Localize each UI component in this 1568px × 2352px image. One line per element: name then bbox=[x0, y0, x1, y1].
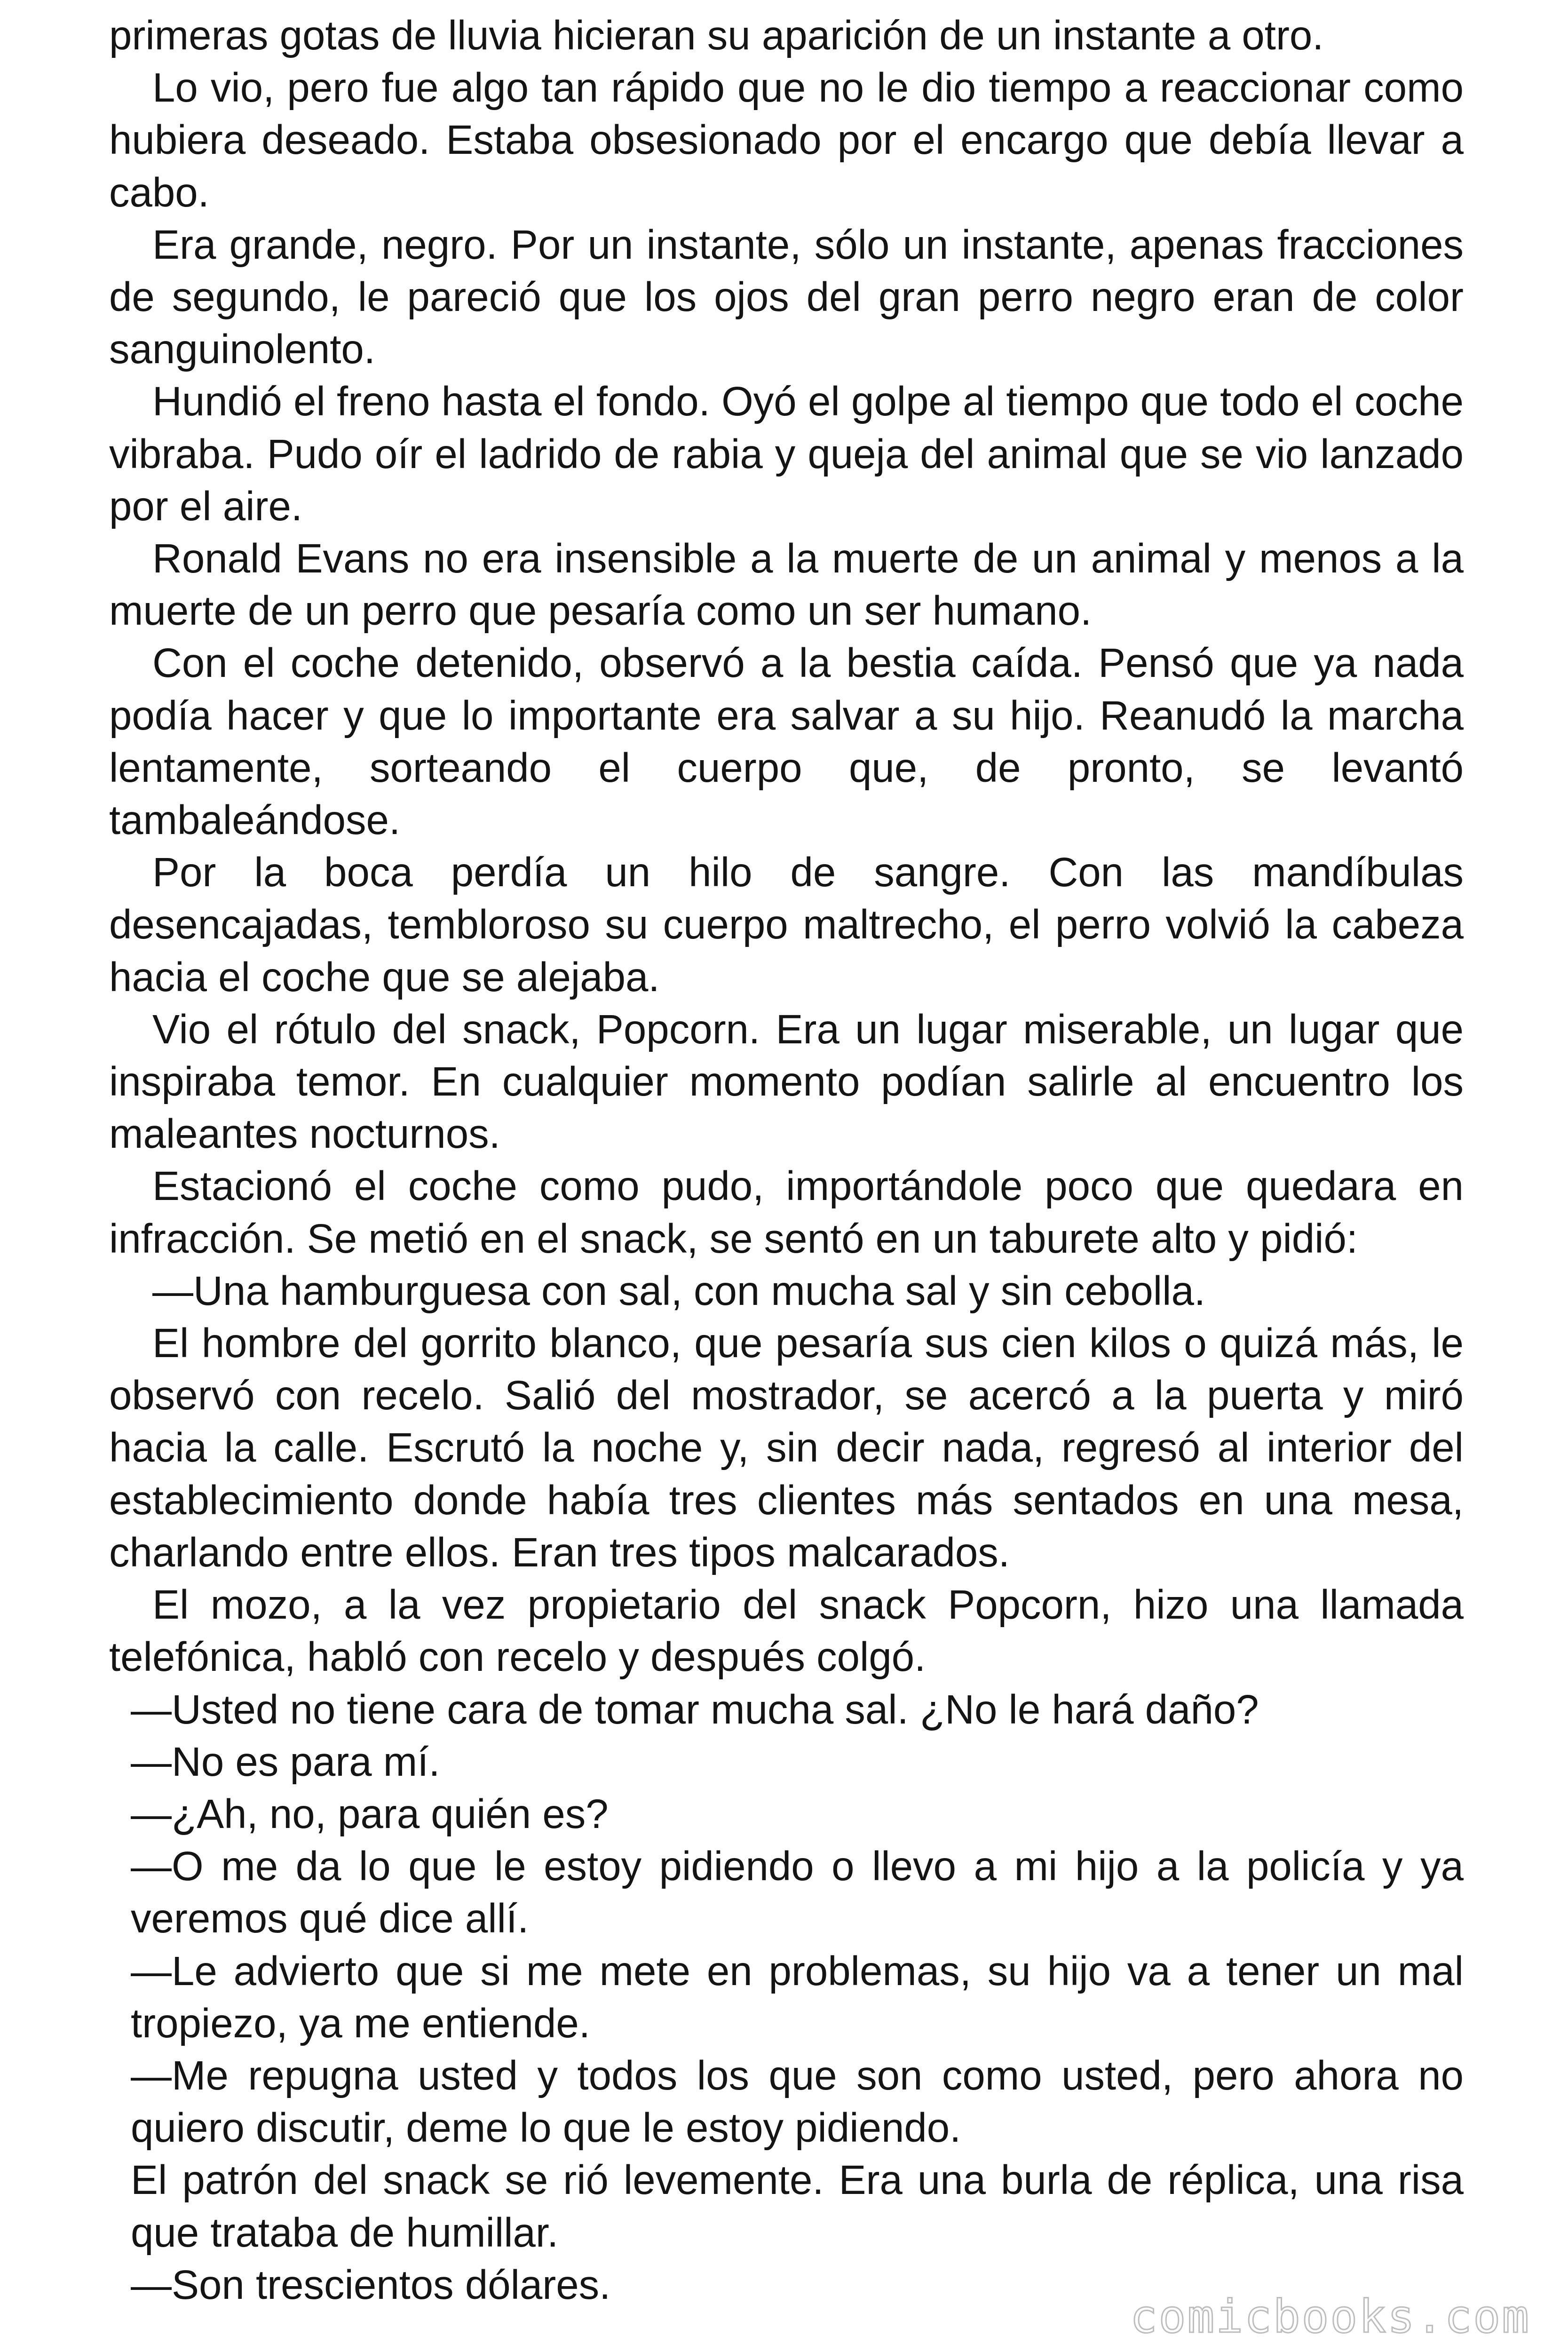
paragraph: Por la boca perdía un hilo de sangre. Con las mandíbulas desencajadas, tembloroso su cuerpo maltrecho, el perro volvió la cabeza hacia el coche que se alejaba. bbox=[109, 850, 1464, 1000]
paragraph: —Una hamburguesa con sal, con mucha sal y sin cebolla. bbox=[152, 1268, 1206, 1314]
paragraph: Era grande, negro. Por un instante, sólo un instante, apenas fracciones de segundo, le pareció que los ojos del gran perro negro eran de color sanguinolento. bbox=[109, 222, 1464, 373]
paragraph: Lo vio, pero fue algo tan rápido que no le dio tiempo a reaccionar como hubiera deseado. Estaba obsesionado por el encargo que debía llevar a cabo. bbox=[109, 65, 1464, 215]
dialogue-line: —O me da lo que le estoy pidiendo o llevo a mi hijo a la policía y ya veremos qué dice allí. bbox=[131, 1843, 1464, 1942]
dialogue-line: —Le advierto que si me mete en problemas, su hijo va a tener un mal tropiezo, ya me entiende. bbox=[131, 1948, 1464, 2046]
dialogue-line: —Me repugna usted y todos los que son como usted, pero ahora no quiero discutir, deme lo que le estoy pidiendo. bbox=[131, 2052, 1464, 2151]
paragraph: Ronald Evans no era insensible a la muerte de un animal y menos a la muerte de un perro que pesaría como un ser humano. bbox=[109, 536, 1464, 634]
dialogue-line: —Usted no tiene cara de tomar mucha sal. ¿No le hará daño? bbox=[131, 1686, 1259, 1732]
paragraph: Con el coche detenido, observó a la bestia caída. Pensó que ya nada podía hacer y que lo importante era salvar a su hijo. Reanudó la marcha lentamente, sorteando el cuerpo que, de pronto, se levantó tambaleándose. bbox=[109, 640, 1464, 843]
paragraph: Vio el rótulo del snack, Popcorn. Era un lugar miserable, un lugar que inspiraba temor. En cualquier momento podían salirle al encuentro los maleantes nocturnos. bbox=[109, 1006, 1464, 1157]
paragraph: Hundió el freno hasta el fondo. Oyó el golpe al tiempo que todo el coche vibraba. Pudo oír el ladrido de rabia y queja del animal que se vio lanzado por el aire. bbox=[109, 379, 1464, 529]
book-page-text bbox=[109, 9, 1464, 2311]
dialogue-line: —No es para mí. bbox=[131, 1739, 440, 1785]
paragraph: El hombre del gorrito blanco, que pesaría sus cien kilos o quizá más, le observó con recelo. Salió del mostrador, se acercó a la puerta y miró hacia la calle. Escrutó la noche y, sin decir nada, regresó al interior del establecimiento donde había tres clientes más sentados en una mesa, charlando entre ellos. Eran tres tipos malcarados. bbox=[109, 1320, 1464, 1575]
dialogue-line: —Son trescientos dólares. bbox=[131, 2262, 611, 2308]
watermark: comicbooks.com bbox=[1130, 2290, 1530, 2343]
paragraph: Estacionó el coche como pudo, importándole poco que quedara en infracción. Se metió en el snack, se sentó en un taburete alto y pidió: bbox=[109, 1163, 1464, 1262]
paragraph: El mozo, a la vez propietario del snack Popcorn, hizo una llamada telefónica, habló con recelo y después colgó. bbox=[109, 1582, 1464, 1680]
paragraph: El patrón del snack se rió levemente. Era una burla de réplica, una risa que trataba de humillar. bbox=[131, 2157, 1464, 2256]
dialogue-line: —¿Ah, no, para quién es? bbox=[131, 1791, 609, 1837]
paragraph: primeras gotas de lluvia hicieran su aparición de un instante a otro. bbox=[109, 13, 1324, 58]
